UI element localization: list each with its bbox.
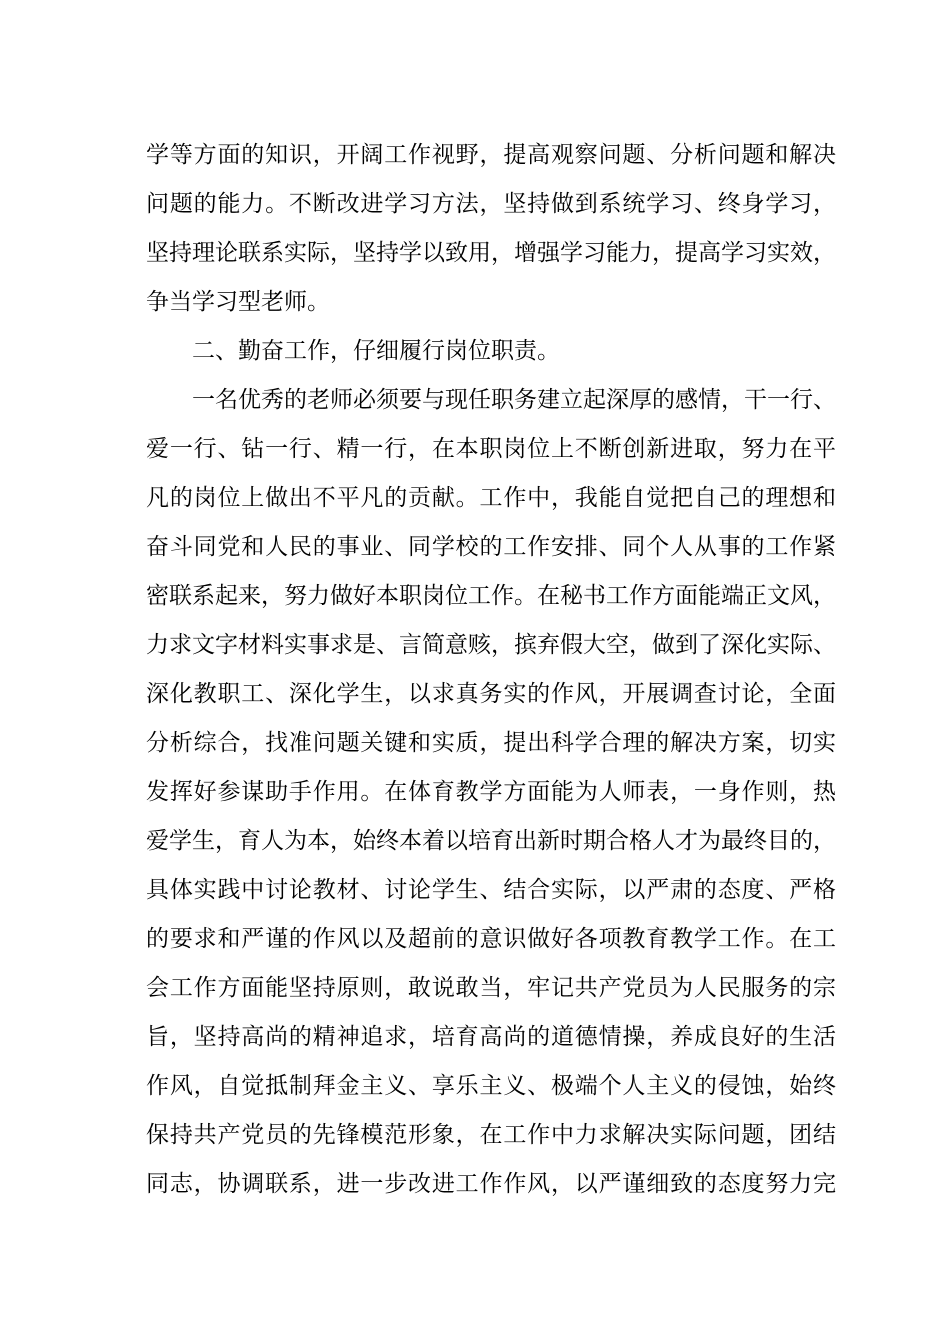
paragraph-line: 问题的能力。不断改进学习方法，坚持做到系统学习、终身学习， [146,191,836,217]
paragraph-line: 爱学生，育人为本，始终本着以培育出新时期合格人才为最终目的， [146,828,836,854]
paragraph-line: 学等方面的知识，开阔工作视野，提高观察问题、分析问题和解决 [146,142,836,168]
paragraph-line: 爱一行、钻一行、精一行，在本职岗位上不断创新进取，努力在平 [146,436,836,462]
paragraph-line: 作风，自觉抵制拜金主义、享乐主义、极端个人主义的侵蚀，始终 [146,1073,836,1099]
paragraph-line: 密联系起来，努力做好本职岗位工作。在秘书工作方面能端正文风， [146,583,836,609]
paragraph-line: 的要求和严谨的作风以及超前的意识做好各项教育教学工作。在工 [146,926,836,952]
paragraph-line: 保持共产党员的先锋模范形象，在工作中力求解决实际问题，团结 [146,1122,836,1148]
paragraph-line: 同志，协调联系，进一步改进工作作风，以严谨细致的态度努力完 [146,1171,836,1197]
document-body [146,131,836,1209]
paragraph-line: 一名优秀的老师必须要与现任职务建立起深厚的感情，干一行、 [192,387,836,413]
paragraph-line: 具体实践中讨论教材、讨论学生、结合实际，以严肃的态度、严格 [146,877,836,903]
section-heading: 二、勤奋工作，仔细履行岗位职责。 [192,338,560,364]
paragraph-line: 凡的岗位上做出不平凡的贡献。工作中，我能自觉把自己的理想和 [146,485,836,511]
paragraph-line: 旨，坚持高尚的精神追求，培育高尚的道德情操，养成良好的生活 [146,1024,836,1050]
paragraph-line: 力求文字材料实事求是、言简意赅，摈弃假大空，做到了深化实际、 [146,632,836,658]
paragraph-line: 奋斗同党和人民的事业、同学校的工作安排、同个人从事的工作紧 [146,534,836,560]
paragraph-line: 分析综合，找准问题关键和实质，提出科学合理的解决方案，切实 [146,730,836,756]
paragraph-line: 坚持理论联系实际，坚持学以致用，增强学习能力，提高学习实效， [146,240,836,266]
paragraph-line: 发挥好参谋助手作用。在体育教学方面能为人师表，一身作则，热 [146,779,836,805]
paragraph-line: 争当学习型老师。 [146,289,330,315]
paragraph-line: 会工作方面能坚持原则，敢说敢当，牢记共产党员为人民服务的宗 [146,975,836,1001]
paragraph-line: 深化教职工、深化学生，以求真务实的作风，开展调查讨论，全面 [146,681,836,707]
